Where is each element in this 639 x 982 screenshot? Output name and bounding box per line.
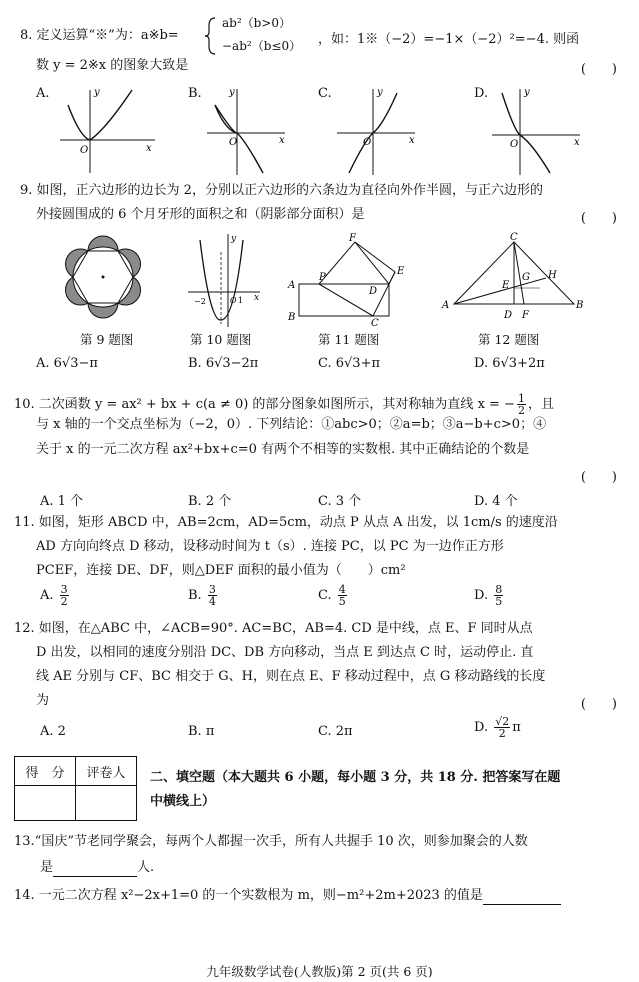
frac-num: √2: [495, 715, 510, 728]
q11-option-c: [318, 584, 349, 607]
q11-option-b: [188, 584, 219, 607]
origin-label: O: [510, 139, 519, 150]
q10-text-a: 10. 二次函数 y = ax² + bx + c(a ≠ 0) 的部分图象如图所示，其对称轴为直线 x = −: [14, 397, 515, 412]
page-footer: 九年级数学试卷(人教版)第 2 页(共 6 页): [206, 964, 433, 979]
score-cell[interactable]: [15, 786, 76, 821]
brace-icon: [203, 16, 223, 56]
q14-line1: [14, 888, 561, 905]
axis-x-label: x: [254, 293, 260, 303]
q8-case2: −ab²（b≤0）: [222, 39, 302, 53]
q14-text: 14. 一元二次方程 x²−2x+1=0 的一个实数根为 m，则−m²+2m+2023 的值是: [14, 888, 483, 903]
q8-example: ，如：1※（−2）=−1×（−2）²=−4. 则函: [318, 32, 580, 47]
q12-line3: 线 AE 分别与 CF、BC 相交于 G、H，则在点 E、F 移动过程中，点 G 移动路线的长度: [36, 669, 546, 684]
grader-header: 评卷人: [76, 757, 137, 786]
section2-title-2: 中横线上）: [150, 794, 216, 809]
q13-text-a: 是: [40, 860, 54, 875]
origin-label: O: [229, 137, 238, 148]
fig11-rect-square: [285, 232, 415, 327]
q12-option-a: A. 2: [40, 724, 66, 739]
section2-title: 二、填空题（本大题共 6 小题，每小题 3 分，共 18 分. 把答案写在题: [150, 770, 561, 785]
q14-answer-blank[interactable]: [483, 888, 561, 905]
q8-case1: ab²（b>0）: [222, 16, 292, 30]
origin-label: O: [363, 137, 372, 148]
q12-option-c: C. 2π: [318, 724, 353, 739]
fig12-label-a: A: [442, 300, 450, 311]
score-header: 得 分: [15, 757, 76, 786]
axis-y-label: y: [377, 87, 383, 98]
q8-option-d-label: D.: [474, 86, 489, 101]
q13-line2: [40, 860, 154, 877]
q13-text-b: 人.: [137, 860, 155, 875]
fig10-parabola: [188, 232, 268, 327]
q12-option-d: [474, 716, 521, 739]
q8-answer-paren: ( ): [580, 62, 617, 77]
frac-den: 4: [208, 595, 216, 608]
axis-y-label: y: [231, 234, 237, 244]
frac-num: 8: [495, 583, 503, 596]
q11-option-a: [40, 584, 71, 607]
q12-option-b: B. π: [188, 724, 215, 739]
fig11-label-c: C: [371, 318, 379, 329]
q10-frac-den: 2: [517, 404, 525, 417]
q12-option-d-suffix: π: [512, 720, 521, 735]
fig12-label-g: G: [522, 272, 530, 283]
q8-option-b-label: B.: [188, 86, 202, 101]
fig11-label-a: A: [288, 280, 296, 291]
fig12-caption: 第 12 题图: [478, 332, 540, 347]
origin-label: O: [230, 296, 237, 305]
q10-option-b: B. 2 个: [188, 494, 232, 509]
grader-cell[interactable]: [76, 786, 137, 821]
fig11-label-d: D: [369, 286, 378, 297]
q8-graph-c: [335, 85, 425, 175]
axis-x-label: x: [409, 135, 415, 146]
fig12-label-e: E: [502, 280, 510, 291]
q11-line3: PCEF，连接 DE、DF，则△DEF 面积的最小值为（ ）cm²: [36, 563, 406, 578]
q9-line1: 9. 如图，正六边形的边长为 2，分别以正六边形的六条边为直径向外作半圆，与正六边形的: [20, 183, 543, 198]
q11-option-d: [474, 584, 505, 607]
frac-den: 2: [60, 595, 68, 608]
frac-num: 3: [60, 583, 68, 596]
frac-den: 5: [495, 595, 503, 608]
axis-y-label: y: [229, 87, 235, 98]
q8-line2: 数 y = 2※x 的图象大致是: [36, 58, 189, 73]
q10-answer-paren: ( ): [580, 470, 617, 485]
fig10-tick-neg2: −2: [194, 297, 206, 306]
q11-option-c-label: C.: [318, 588, 332, 603]
q10-frac-num: 1: [517, 392, 525, 405]
q12-answer-paren: ( ): [580, 697, 617, 712]
fig10-tick-1: 1: [238, 296, 244, 305]
fig11-label-e: E: [397, 266, 405, 277]
q10-text-b: ，且: [527, 397, 554, 412]
q10-line2: 与 x 轴的一个交点坐标为（−2，0）. 下列结论：①abc>0；②a=b；③a−b+c>0；④: [36, 417, 547, 432]
axis-x-label: x: [146, 143, 152, 154]
fig12-label-d: D: [504, 310, 513, 321]
frac-num: 4: [338, 583, 346, 596]
q12-option-d-label: D.: [474, 720, 489, 735]
fig10-caption: 第 10 题图: [190, 332, 252, 347]
axis-y-label: y: [524, 87, 530, 98]
fig11-caption: 第 11 题图: [318, 332, 380, 347]
q9-option-b: B. 6√3−2π: [188, 356, 259, 371]
frac-den: 2: [498, 727, 506, 740]
fig12-triangle: [440, 232, 590, 327]
q11-line2: AD 方向向终点 D 移动，设移动时间为 t（s）. 连接 PC，以 PC 为一边作正方形: [36, 539, 504, 554]
q10-option-c: C. 3 个: [318, 494, 362, 509]
frac-den: 5: [338, 595, 346, 608]
frac-num: 3: [208, 583, 216, 596]
q12-option-d-frac: [494, 716, 510, 739]
q12-line4: 为: [36, 693, 50, 708]
fig12-label-c: C: [510, 232, 518, 243]
fig11-label-p: P: [319, 272, 326, 283]
q10-fraction: [517, 393, 526, 416]
q8-option-c-label: C.: [318, 86, 332, 101]
q10-line1: [14, 393, 554, 416]
q13-line1: 13.“国庆”节老同学聚会，每两个人都握一次手，所有人共握手 10 次，则参加聚会的人数: [14, 834, 528, 849]
q10-option-a: A. 1 个: [40, 494, 84, 509]
fig9-hexagon-moons: [58, 232, 148, 322]
q11-option-a-label: A.: [40, 588, 54, 603]
fig12-label-h: H: [548, 270, 557, 281]
q8-graph-d: [490, 85, 590, 175]
q11-option-c-frac: [338, 584, 347, 607]
q12-line1: 12. 如图，在△ABC 中，∠ACB=90°. AC=BC，AB=4. CD 是中线，点 E、F 同时从点: [14, 621, 533, 636]
q13-answer-blank[interactable]: [53, 860, 137, 877]
axis-x-label: x: [574, 137, 580, 148]
q8-graph-b: [205, 85, 295, 175]
q10-line3: 关于 x 的一元二次方程 ax²+bx+c=0 有两个不相等的实数根. 其中正确结论的个数是: [36, 442, 530, 457]
q11-option-b-label: B.: [188, 588, 202, 603]
q11-option-d-frac: [494, 584, 503, 607]
q11-option-d-label: D.: [474, 588, 489, 603]
q8-option-a-label: A.: [36, 86, 50, 101]
q8-graph-a: [60, 85, 160, 175]
fig12-label-f: F: [522, 310, 529, 321]
q9-option-c: C. 6√3+π: [318, 356, 381, 371]
axis-x-label: x: [279, 135, 285, 146]
q11-line1: 11. 如图，矩形 ABCD 中，AB=2cm，AD=5cm，动点 P 从点 A 出发，以 1cm/s 的速度沿: [14, 515, 558, 530]
fig11-label-b: B: [288, 312, 296, 323]
q9-answer-paren: ( ): [580, 211, 617, 226]
q8-def: 8. 定义运算“※”为：a※b=: [20, 28, 179, 43]
fig12-label-b: B: [576, 300, 584, 311]
q11-option-b-frac: [208, 584, 217, 607]
q9-option-d: D. 6√3+2π: [474, 356, 545, 371]
score-table: [14, 756, 137, 821]
q9-option-a: A. 6√3−π: [36, 356, 98, 371]
q12-line2: D 出发，以相同的速度分别沿 DC、DB 方向移动，当点 E 到达点 C 时，运动停止. 直: [36, 645, 534, 660]
q11-option-a-frac: [60, 584, 69, 607]
q9-line2: 外接圆围成的 6 个月牙形的面积之和（阴影部分面积）是: [36, 207, 365, 222]
axis-y-label: y: [94, 87, 100, 98]
origin-label: O: [80, 145, 89, 156]
fig11-label-f: F: [349, 233, 356, 244]
q8-line1: [20, 28, 179, 44]
q10-option-d: D. 4 个: [474, 494, 518, 509]
fig9-caption: 第 9 题图: [80, 332, 134, 347]
